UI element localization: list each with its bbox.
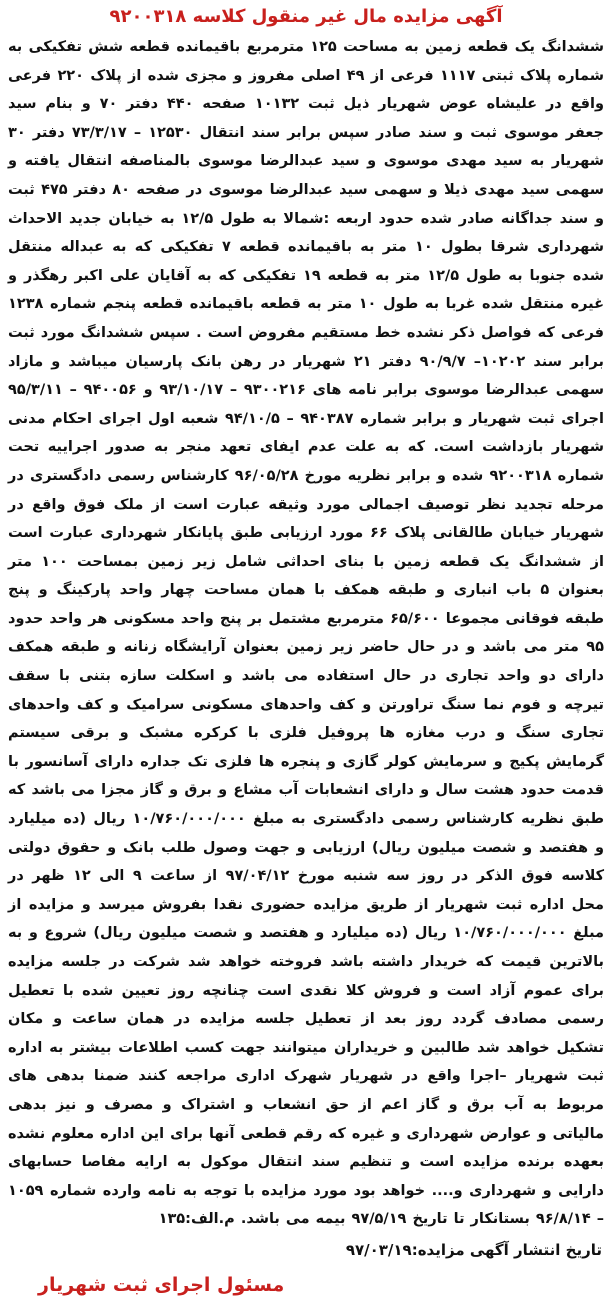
notice-body: ششدانگ یک قطعه زمین به مساحت ۱۲۵ مترمربع باقیمانده قطعه شش تفکیکی به شماره پلاک ثبتی ۱۱۱۷ فرعی از ۴۹ اصلی مفروز و مجزی شده از پلاک ۲۲۰ فرعی واقع در علیشاه عوض شهریار ذیل ثبت ۱۰۱۳۲ صفحه ۴۴۰ دفتر ۷۰ و بنام سید جعفر موسوی ثبت و سند صادر سپس برابر سند انتقال ۱۲۵۳۰ – ۷۳/۳/۱۷ دفتر ۳۰ شهریار به سید مهدی موسوی و سید عبدالرضا موسوی بالمناصفه انتقال یافته و سهمی سید مهدی ذیلا و سهمی سید عبدالرضا موسوی در صفحه ۸۰ دفتر ۴۷۵ ثبت و سند جداگانه صادر شده حدود اربعه :شمالا به طول ۱۲/۵ به خیابان جدید الاحداث شهرداری شرقا بطول ۱۰ متر به باقیمانده قطعه ۷ تفکیکی که به عبداله منتقل شده جنوبا به طول ۱۲/۵ متر به قطعه ۱۹ تفکیکی که به آقایان علی اکبر رهگذر و غیره منتقل شده غربا به طول ۱۰ متر به قطعه باقیمانده قطعه پنجم شماره ۱۲۳۸ فرعی که فواصل ذکر نشده خط مستقیم مفروض است . سپس ششدانگ مورد ثبت برابر سند ۱۰۲۰۲– ۹۰/۹/۷ دفتر ۲۱ شهریار در رهن بانک پارسیان میباشد و مازاد سهمی عبدالرضا موسوی برابر نامه های ۹۳۰۰۲۱۶ – ۹۳/۱۰/۱۷ و ۹۴۰۰۵۶ – ۹۵/۳/۱۱ اجرای ثبت شهریار و برابر شماره ۹۴۰۳۸۷ – ۹۴/۱۰/۵ شعبه اول اجرای احکام مدنی شهریار بازداشت است. که به علت عدم ایفای تعهد منجر به صدور اجراییه تحت شماره ۹۲۰۰۳۱۸ شده و برابر نظریه مورخ ۹۶/۰۵/۲۸ کارشناس رسمی دادگستری در مرحله تجدید نظر توصیف اجمالی مورد وثیقه عبارت است از ملک فوق واقع در شهریار خیابان طالقانی پلاک ۶۶ مورد ارزیابی طبق پایانکار شهرداری عبارت است از ششدانگ یک قطعه زمین با بنای احداثی شامل زیر زمین بمساحت ۱۰۰ متر بعنوان ۵ باب انباری و طبقه همکف با همان مساحت چهار واحد پارکینگ و پنج طبقه فوقانی مجموعا ۶۵/۶۰۰ مترمربع مشتمل بر پنج واحد مسکونی هر واحد حدود ۹۵ متر می باشد و در حال حاضر زیر زمین بعنوان آرایشگاه زنانه و طبقه همکف دارای دو واحد تجاری در حال استفاده می باشد و اسکلت سازه بتنی با سقف تیرچه و فوم نما سنگ تراورتن و کف واحدهای مسکونی سرامیک و کف واحدهای تجاری سنگ و درب مغازه ها پروفیل فلزی با کرکره مشبک و برقی سیستم گرمایش پکیج و سرمایش کولر گازی و پنجره ها فلزی تک جداره دارای آسانسور با قدمت حدود هشت سال و دارای انشعابات آب مشاع و برق و گاز مجزا می باشد که طبق نظریه کارشناس رسمی دادگستری به مبلغ ۱۰/۷۶۰/۰۰۰/۰۰۰ ریال (ده میلیارد و هفتصد و شصت میلیون ریال) ارزیابی و جهت وصول طلب بانک و حقوق دولتی کلاسه فوق الذکر در روز سه شنبه مورخ ۹۷/۰۴/۱۲ از ساعت ۹ الی ۱۲ ظهر در محل اداره ثبت شهریار از طریق مزایده حضوری نقدا بفروش میرسد و مزایده از مبلغ ۱۰/۷۶۰/۰۰۰/۰۰۰ ریال (ده میلیارد و هفتصد و شصت میلیون ریال) شروع و به بالاترین قیمت که خریدار داشته باشد فروخته خواهد شد شرکت در جلسه مزایده برای عموم آزاد است و فروش کلا نقدی است چنانچه روز تعیین شده با تعطیل رسمی مصادف گردد روز بعد از تعطیل جلسه مزایده در همان ساعت و مکان تشکیل خواهد شد طالبین و خریداران میتوانند جهت کسب اطلاعات بیشتر به اداره ثبت شهریار –اجرا واقع در شهریار شهرک اداری مراجعه کنند ضمنا بدهی های مربوط به آب برق و گاز اعم از حق انشعاب و اشتراک و مصرف و نیز بدهی مالیاتی و عوارض شهرداری و غیره که رقم قطعی آنها برای این اداره معلوم نشده بعهده برنده مزایده است و تنظیم سند انتقال موکول به ارایه مفاصا حسابهای دارایی و شهرداری و.... خواهد بود مورد مزایده با توجه به نامه وارده شماره ۱۰۵۹ – ۹۶/۸/۱۴ بستانکار تا تاریخ ۹۷/۵/۱۹ بیمه می باشد. م.الف:۱۳۵ (8, 39, 605, 1228)
signature: مسئول اجرای ثبت شهریار (38, 1273, 285, 1296)
publish-date: تاریخ انتشار آگهی مزایده:۹۷/۰۳/۱۹ (345, 1240, 602, 1259)
notice-title: آگهی مزایده مال غیر منقول کلاسه ۹۲۰۰۳۱۸ (109, 6, 503, 27)
